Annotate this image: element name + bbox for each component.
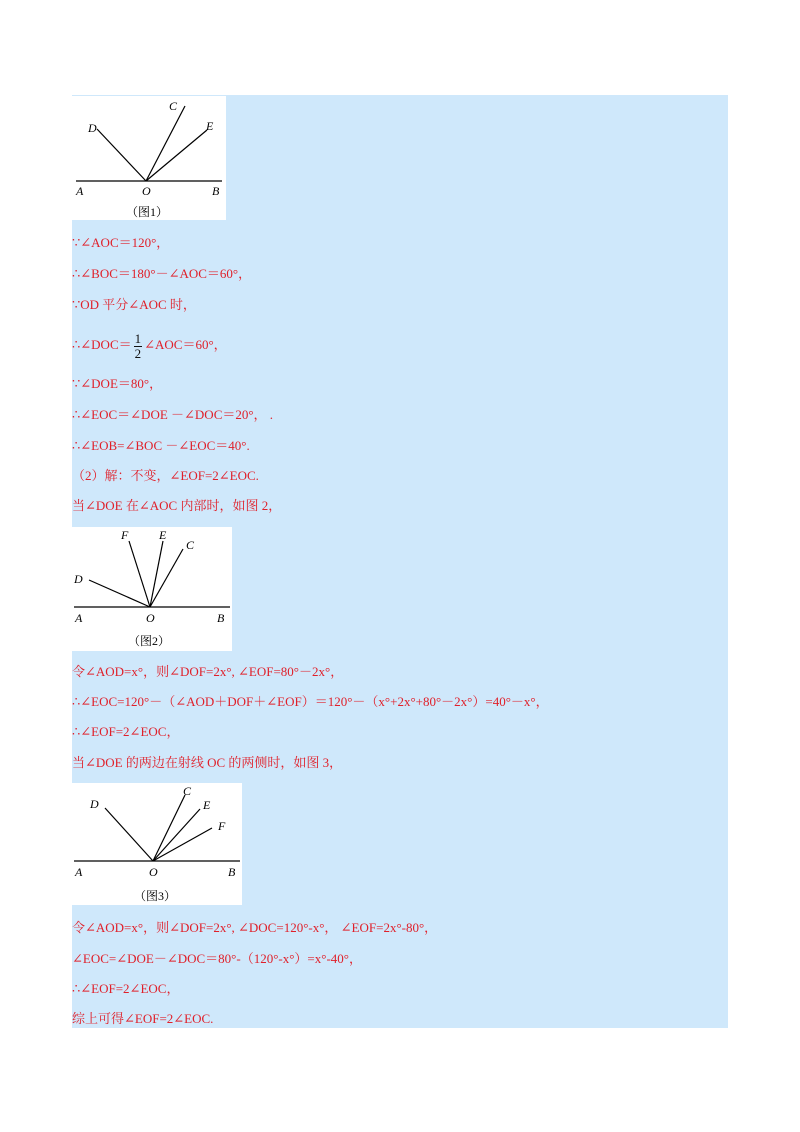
line-13: 当∠DOE 的两边在射线 OC 的两侧时，如图 3， bbox=[72, 755, 343, 770]
line-4-pre: ∴∠DOC＝ bbox=[72, 337, 132, 352]
line-17: 综上可得∠EOF=2∠EOC. bbox=[72, 1011, 214, 1026]
line-4-post: ∠AOC＝60°， bbox=[144, 337, 227, 352]
fraction-numerator: 1 bbox=[134, 330, 142, 346]
label-a: A bbox=[75, 611, 83, 625]
label-o: O bbox=[149, 865, 158, 879]
line-15: ∠EOC=∠DOE－∠DOC＝80°-（120°-x°）=x°-40°， bbox=[72, 951, 362, 966]
label-b: B bbox=[212, 184, 220, 198]
line-5: ∵∠DOE＝80°， bbox=[72, 376, 163, 391]
figure-2-caption: （图2） bbox=[128, 634, 171, 648]
label-e: E bbox=[159, 528, 167, 542]
ray-oc bbox=[146, 106, 185, 181]
line-1: ∵∠AOC＝120°， bbox=[72, 235, 170, 250]
label-a: A bbox=[75, 865, 83, 879]
ray-of bbox=[153, 828, 212, 861]
label-e: E bbox=[203, 798, 211, 812]
figure-1 bbox=[72, 96, 226, 220]
line-3: ∵OD 平分∠AOC 时， bbox=[72, 297, 196, 312]
label-c: C bbox=[169, 99, 178, 113]
ray-od bbox=[97, 129, 146, 181]
line-8: （2）解：不变，∠EOF=2∠EOC. bbox=[72, 468, 259, 483]
figure-2 bbox=[72, 527, 232, 651]
label-f: F bbox=[121, 528, 129, 542]
label-e: E bbox=[206, 119, 214, 133]
line-14: 令∠AOD=x°，则∠DOF=2x°, ∠DOC=120°-x°， ∠EOF=2x°-80°， bbox=[72, 920, 438, 935]
line-10: 令∠AOD=x°，则∠DOF=2x°, ∠EOF=80°－2x°， bbox=[72, 664, 344, 679]
ray-oe bbox=[153, 809, 200, 861]
label-c: C bbox=[186, 538, 195, 552]
line-12: ∴∠EOF=2∠EOC， bbox=[72, 724, 180, 739]
line-7: ∴∠EOB=∠BOC －∠EOC＝40°. bbox=[72, 438, 250, 453]
ray-oe bbox=[146, 130, 207, 181]
fraction-denominator: 2 bbox=[134, 345, 142, 361]
ray-oc bbox=[150, 549, 183, 607]
label-f: F bbox=[218, 819, 226, 833]
line-6: ∴∠EOC＝∠DOE －∠DOC＝20°， . bbox=[72, 407, 274, 422]
label-d: D bbox=[90, 797, 99, 811]
line-11: ∴∠EOC=120°－（∠AOD＋DOF＋∠EOF）＝120°－（x°+2x°+80°－2x°）=40°－x°， bbox=[72, 694, 549, 709]
line-9: 当∠DOE 在∠AOC 内部时，如图 2， bbox=[72, 498, 282, 513]
fraction-half bbox=[134, 332, 143, 361]
label-b: B bbox=[228, 865, 236, 879]
label-d: D bbox=[88, 121, 97, 135]
label-d: D bbox=[74, 572, 83, 586]
figure-3 bbox=[72, 783, 242, 905]
figure-1-caption: （图1） bbox=[126, 205, 169, 219]
label-c: C bbox=[183, 784, 192, 798]
label-b: B bbox=[217, 611, 225, 625]
label-o: O bbox=[146, 611, 155, 625]
ray-oc bbox=[153, 795, 185, 861]
line-4 bbox=[72, 328, 227, 362]
label-o: O bbox=[142, 184, 151, 198]
line-16: ∴∠EOF=2∠EOC， bbox=[72, 981, 180, 996]
ray-of bbox=[129, 541, 150, 607]
ray-od bbox=[89, 580, 150, 607]
ray-oe bbox=[150, 541, 163, 607]
ray-od bbox=[105, 808, 153, 861]
figure-3-caption: （图3） bbox=[134, 889, 177, 903]
line-2: ∴∠BOC＝180°－∠AOC＝60°， bbox=[72, 266, 252, 281]
label-a: A bbox=[76, 184, 84, 198]
